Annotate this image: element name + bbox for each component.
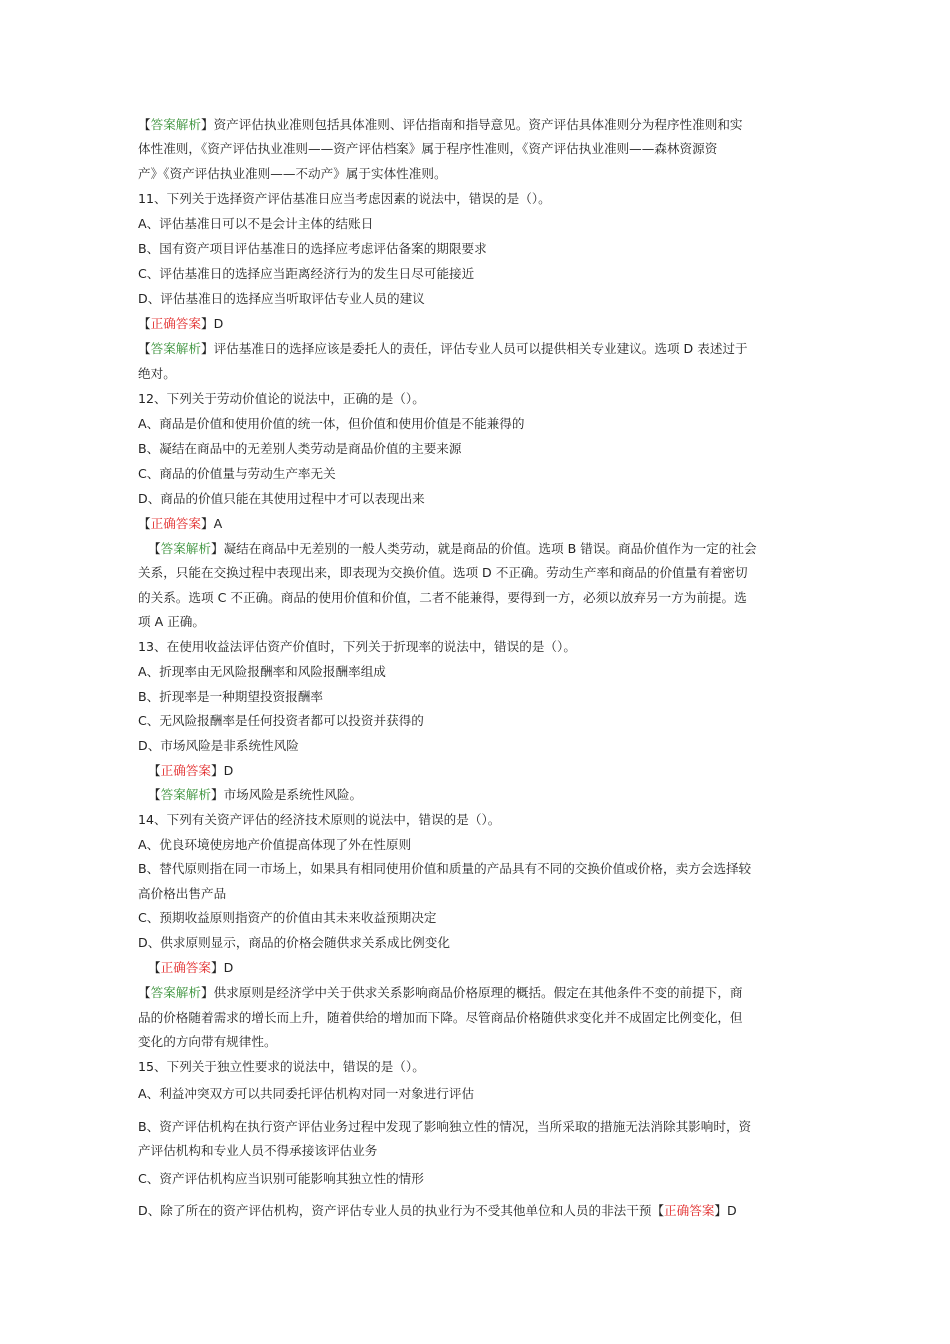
line-text: A、商品是价值和使用价值的统一体，但价值和使用价值是不能兼得的 [138,416,525,431]
line-text: 变化的方向带有规律性。 [138,1034,277,1049]
line-text: A、利益冲突双方可以共同委托评估机构对同一对象进行评估 [138,1086,475,1101]
line-text: C、商品的价值量与劳动生产率无关 [138,466,336,481]
line-text: 14、下列有关资产评估的经济技术原则的说法中，错误的是（）。 [138,812,501,827]
bracket-open: 【 [138,117,151,132]
bracket-close: 】 [200,516,214,531]
answer-label: 正确答案 [160,763,211,778]
line-text: C、无风险报酬率是任何投资者都可以投资并获得的 [138,713,424,728]
answer-label: 正确答案 [150,316,201,331]
text-line [148,786,848,804]
answer-label: 正确答案 [664,1203,715,1218]
line-text: B、国有资产项目评估基准日的选择应考虑评估备案的期限要求 [138,241,487,256]
bracket-open: 【 [138,516,151,531]
text-line [138,1170,838,1188]
line-text: A、评估基准日可以不是会计主体的结账日 [138,216,374,231]
text-line [138,885,838,903]
text-line [138,1085,838,1103]
line-text: 的关系。选项 C 不正确。商品的使用价值和价值，二者不能兼得，要得到一方，必须以放弃另一方为前提。选 [138,590,747,605]
line-text: 15、下列关于独立性要求的说法中，错误的是（）。 [138,1059,425,1074]
line-text: B、替代原则指在同一市场上，如果具有相同使用价值和质量的产品具有不同的交换价值或价格，卖方会选择较 [138,861,752,876]
analysis-label: 答案解析 [150,341,201,356]
line-text: C、预期收益原则指资产的价值由其未来收益预期决定 [138,910,437,925]
line-text: 11、下列关于选择资产评估基准日应当考虑因素的说法中，错误的是（）。 [138,191,551,206]
line-text: C、资产评估机构应当识别可能影响其独立性的情形 [138,1171,424,1186]
text-line [138,240,838,258]
text-line [138,860,838,878]
line-text: 高价格出售产品 [138,886,227,901]
line-text: 产评估机构和专业人员不得承接该评估业务 [138,1143,378,1158]
line-text: B、凝结在商品中的无差别人类劳动是商品价值的主要来源 [138,441,462,456]
text-line [138,638,838,656]
answer-label: 正确答案 [150,516,201,531]
bracket-close: 】 [210,763,224,778]
bracket-close: 】 [210,541,224,556]
bracket-close: 】 [210,787,224,802]
text-line [138,390,838,408]
line-text: C、评估基准日的选择应当距离经济行为的发生日尽可能接近 [138,266,475,281]
text-line [138,140,838,158]
text-line [138,515,838,533]
line-text: 12、下列关于劳动价值论的说法中，正确的是（）。 [138,391,425,406]
line-text: 品的价格随着需求的增长而上升，随着供给的增加而下降。尽管商品价格随供求变化并不成固定比例变化，但 [138,1010,743,1025]
text-line [138,663,838,681]
line-text: 市场风险是系统性风险。 [223,787,363,802]
text-line [148,959,848,977]
text-line [138,934,838,952]
bracket-open: 【 [138,316,151,331]
bracket-open: 【 [138,985,151,1000]
line-text: D、供求原则显示，商品的价格会随供求关系成比例变化 [138,935,450,950]
analysis-label: 答案解析 [150,117,201,132]
text-line [138,811,838,829]
line-text: 产》《资产评估执业准则——不动产》属于实体性准则。 [138,166,447,181]
line-text: A [213,516,223,531]
analysis-label: 答案解析 [150,985,201,1000]
bracket-open: 【 [148,960,161,975]
answer-value: D [727,1203,737,1218]
bracket-open: 【 [148,787,161,802]
line-text: 项 A 正确。 [138,614,205,629]
text-line [138,315,838,333]
line-text: D [213,316,224,331]
text-line [138,415,838,433]
line-text: D、商品的价值只能在其使用过程中才可以表现出来 [138,491,425,506]
bracket-close: 】 [714,1203,728,1218]
line-text: A、折现率由无风险报酬率和风险报酬率组成 [138,664,386,679]
line-text: D、评估基准日的选择应当听取评估专业人员的建议 [138,291,425,306]
text-line [138,265,838,283]
line-text: 资产评估执业准则包括具体准则、评估指南和指导意见。资产评估具体准则分为程序性准则和实 [213,117,743,132]
text-line [138,909,838,927]
text-line [148,540,848,558]
text-line [138,1118,838,1136]
text-line [138,984,838,1002]
bracket-open: 【 [651,1203,665,1218]
line-text: 评估基准日的选择应该是委托人的责任，评估专业人员可以提供相关专业建议。选项 D 表述过于 [213,341,748,356]
text-line [138,564,838,582]
text-line [138,116,838,134]
line-text: D、除了所在的资产评估机构，资产评估专业人员的执业行为不受其他单位和人员的非法干预 [138,1203,652,1218]
text-line [138,1058,838,1076]
bracket-close: 】 [200,341,214,356]
analysis-label: 答案解析 [160,787,211,802]
line-text: A、优良环境使房地产价值提高体现了外在性原则 [138,837,412,852]
text-line [138,440,838,458]
line-text: B、资产评估机构在执行资产评估业务过程中发现了影响独立性的情况，当所采取的措施无法消除其影响时，资 [138,1119,752,1134]
analysis-label: 答案解析 [160,541,211,556]
line-text: 13、在使用收益法评估资产价值时，下列关于折现率的说法中，错误的是（）。 [138,639,576,654]
bracket-close: 】 [210,960,224,975]
text-line [138,465,838,483]
bracket-open: 【 [138,341,151,356]
text-line [138,215,838,233]
text-line [138,737,838,755]
bracket-open: 【 [148,541,161,556]
line-text: B、折现率是一种期望投资报酬率 [138,689,323,704]
text-line [138,365,838,383]
bracket-close: 】 [200,316,214,331]
answer-label: 正确答案 [160,960,211,975]
line-text: 体性准则，《资产评估执业准则——资产评估档案》属于程序性准则，《资产评估执业准则——森林资源资 [138,141,718,156]
bracket-open: 【 [148,763,161,778]
text-line [138,589,838,607]
text-line [138,165,838,183]
text-line [138,1009,838,1027]
text-line [138,712,838,730]
text-line [138,836,838,854]
line-text: 绝对。 [138,366,176,381]
line-text: D [223,960,234,975]
line-text: 供求原则是经济学中关于供求关系影响商品价格原理的概括。假定在其他条件不变的前提下，商 [213,985,743,1000]
text-line [138,1142,838,1160]
text-line [138,490,838,508]
text-line [138,688,838,706]
line-text: D [223,763,234,778]
line-text: 关系，只能在交换过程中表现出来，即表现为交换价值。选项 D 不正确。劳动生产率和商品的价值量有着密切 [138,565,748,580]
line-text: 凝结在商品中无差别的一般人类劳动，就是商品的价值。选项 B 错误。商品价值作为一定的社会 [223,541,757,556]
text-line [138,290,838,308]
text-line [138,1033,838,1051]
text-line [148,762,848,780]
text-line [138,613,838,631]
text-line [138,190,838,208]
bracket-close: 】 [200,985,214,1000]
line-text: D、市场风险是非系统性风险 [138,738,299,753]
bracket-close: 】 [200,117,214,132]
text-line [138,1202,838,1220]
text-line [138,340,838,358]
